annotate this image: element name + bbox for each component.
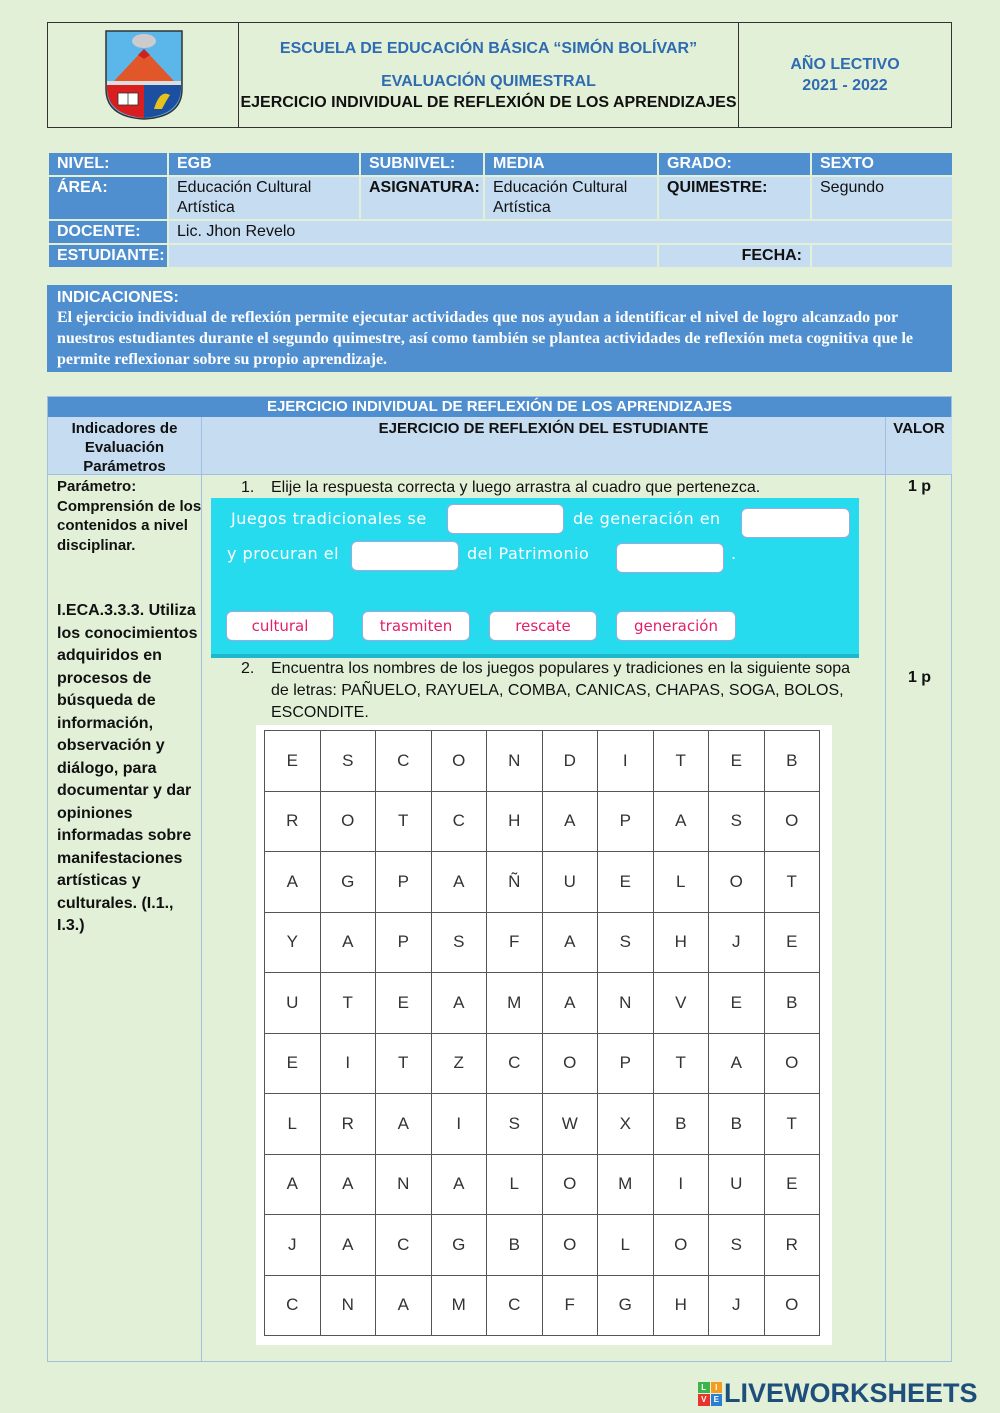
indications-title: INDICACIONES: — [57, 289, 179, 306]
word-search-cell[interactable]: N — [320, 1275, 376, 1336]
student-info-table — [47, 151, 954, 269]
word-search-cell[interactable]: A — [376, 1094, 432, 1155]
word-search-cell[interactable]: E — [709, 731, 765, 792]
word-search-cell[interactable]: U — [542, 852, 598, 913]
word-search-row — [265, 912, 820, 973]
word-search-cell[interactable]: C — [265, 1275, 321, 1336]
asignatura-value: Educación Cultural Artística — [484, 176, 658, 220]
word-search-cell[interactable]: B — [487, 1215, 543, 1276]
sentence-part-2: de generación en — [573, 509, 721, 528]
school-name: ESCUELA DE EDUCACIÓN BÁSICA “SIMÓN BOLÍVAR” — [279, 40, 698, 57]
option-chip-cultural[interactable]: cultural — [226, 611, 334, 641]
word-search-row — [265, 1094, 820, 1155]
word-search-cell[interactable]: M — [487, 973, 543, 1034]
word-search-cell[interactable]: A — [376, 1275, 432, 1336]
word-search-cell[interactable]: A — [320, 912, 376, 973]
nivel-value: EGB — [168, 152, 360, 176]
word-search-cell[interactable]: A — [653, 791, 709, 852]
word-search-cell[interactable]: N — [487, 731, 543, 792]
word-search-cell[interactable]: E — [764, 912, 820, 973]
sentence-part-4: del Patrimonio — [467, 544, 590, 563]
word-search-cell[interactable]: R — [265, 791, 321, 852]
word-search-cell[interactable]: M — [598, 1154, 654, 1215]
word-search-cell[interactable]: A — [709, 1033, 765, 1094]
word-search-cell[interactable]: S — [431, 912, 487, 973]
word-search-row — [265, 731, 820, 792]
word-search-row — [265, 1215, 820, 1276]
word-search-cell[interactable]: V — [653, 973, 709, 1034]
word-search-cell[interactable]: L — [487, 1154, 543, 1215]
quimestre-value: Segundo — [811, 176, 953, 220]
exercise-title: EJERCICIO INDIVIDUAL DE REFLEXIÓN DE LOS APRENDIZAJES — [240, 94, 737, 111]
word-search-cell[interactable]: J — [709, 912, 765, 973]
sentence-part-5: . — [731, 544, 737, 563]
asignatura-label: ASIGNATURA: — [360, 176, 484, 220]
word-search-cell[interactable]: W — [542, 1094, 598, 1155]
word-search-cell[interactable]: I — [598, 731, 654, 792]
word-search-cell[interactable]: M — [431, 1275, 487, 1336]
word-search-cell[interactable]: B — [764, 973, 820, 1034]
area-label: ÁREA: — [48, 176, 168, 220]
word-search-cell[interactable]: H — [487, 791, 543, 852]
estudiante-field[interactable] — [168, 244, 658, 268]
sentence-part-3: y procuran el — [227, 544, 340, 563]
word-search-cell[interactable]: T — [764, 852, 820, 913]
area-value: Educación Cultural Artística — [168, 176, 360, 220]
indications-box — [47, 285, 952, 372]
word-search-cell[interactable]: I — [320, 1033, 376, 1094]
word-search-cell[interactable]: F — [487, 912, 543, 973]
logo-letter: V — [698, 1394, 710, 1406]
word-search-cell[interactable]: A — [265, 852, 321, 913]
liveworksheets-logo-icon — [698, 1382, 722, 1406]
word-search-cell[interactable]: A — [265, 1154, 321, 1215]
drop-box-3[interactable] — [351, 541, 459, 571]
fecha-field[interactable] — [811, 244, 953, 268]
word-search-cell[interactable]: C — [376, 1215, 432, 1276]
word-search-cell[interactable]: A — [320, 1215, 376, 1276]
parameter-text: Parámetro: Comprensión de los contenidos a nivel disciplinar. — [57, 478, 202, 554]
word-search-cell[interactable]: Z — [431, 1033, 487, 1094]
word-search-cell[interactable]: A — [431, 852, 487, 913]
word-search-cell[interactable]: A — [542, 973, 598, 1034]
word-search-cell[interactable]: A — [431, 1154, 487, 1215]
word-search-cell[interactable]: O — [542, 1033, 598, 1094]
word-search-panel — [256, 725, 832, 1345]
indicator-text: I.ECA.3.3.3. Utiliza los conocimientos adquiridos en procesos de búsqueda de información, observación y diálogo, para documentar y dar opiniones informadas sobre manifestaciones artísticas y culturales. (I.1., I.3.) — [57, 602, 198, 934]
subnivel-value: MEDIA — [484, 152, 658, 176]
word-search-cell[interactable]: I — [653, 1154, 709, 1215]
nivel-label: NIVEL: — [48, 152, 168, 176]
word-search-cell[interactable]: H — [653, 912, 709, 973]
docente-label: DOCENTE: — [48, 220, 168, 244]
word-search-row — [265, 791, 820, 852]
word-search-cell[interactable]: X — [598, 1094, 654, 1155]
word-search-cell[interactable]: T — [376, 1033, 432, 1094]
drop-box-1[interactable] — [447, 504, 564, 534]
word-search-cell[interactable]: A — [542, 912, 598, 973]
word-search-cell[interactable]: J — [709, 1275, 765, 1336]
question-1-number: 1. — [241, 479, 255, 496]
column-divider — [885, 417, 886, 1361]
value-header: VALOR — [886, 417, 952, 475]
question-1 — [241, 477, 881, 499]
drag-drop-activity — [211, 498, 859, 658]
word-search-cell[interactable]: E — [764, 1154, 820, 1215]
word-search-cell[interactable]: O — [764, 1275, 820, 1336]
word-search-cell[interactable]: L — [653, 852, 709, 913]
word-search-cell[interactable]: P — [376, 852, 432, 913]
word-search-cell[interactable]: S — [487, 1094, 543, 1155]
document-header — [47, 22, 952, 128]
exercise-header: EJERCICIO DE REFLEXIÓN DEL ESTUDIANTE — [202, 417, 885, 475]
word-search-cell[interactable]: R — [320, 1094, 376, 1155]
word-search-cell[interactable]: D — [542, 731, 598, 792]
word-search-cell[interactable]: S — [709, 1215, 765, 1276]
word-search-cell[interactable]: B — [709, 1094, 765, 1155]
option-chip-rescate[interactable]: rescate — [489, 611, 597, 641]
word-search-cell[interactable]: A — [320, 1154, 376, 1215]
word-search-cell[interactable]: E — [598, 852, 654, 913]
word-search-cell[interactable]: N — [598, 973, 654, 1034]
indications-text: El ejercicio individual de reflexión permite ejecutar actividades que nos ayudan a identificar el nivel de logro alcanzado por nuestros estudiantes durante el segundo quimestre, así como también se plantea actividades de reflexión meta cognitiva que le permite reflexionar sobre su propio aprendizaje. — [57, 309, 913, 368]
word-search-cell[interactable]: B — [764, 731, 820, 792]
word-search-cell[interactable]: E — [265, 1033, 321, 1094]
school-year-label: AÑO LECTIVO — [790, 56, 900, 73]
estudiante-label: ESTUDIANTE: — [48, 244, 168, 268]
word-search-cell[interactable]: P — [376, 912, 432, 973]
evaluation-title: EVALUACIÓN QUIMESTRAL — [381, 73, 596, 90]
word-search-cell[interactable]: S — [320, 731, 376, 792]
word-search-cell[interactable]: B — [653, 1094, 709, 1155]
question-1-value: 1 p — [907, 478, 932, 495]
word-search-cell[interactable]: E — [709, 973, 765, 1034]
word-search-row — [265, 1275, 820, 1336]
logo-letter: E — [711, 1394, 723, 1406]
word-search-cell[interactable]: O — [320, 791, 376, 852]
logo-letter: L — [698, 1382, 710, 1394]
brand-name: LIVEWORKSHEETS — [724, 1378, 978, 1408]
word-search-cell[interactable]: O — [653, 1215, 709, 1276]
fecha-label: FECHA: — [658, 244, 811, 268]
word-search-cell[interactable]: G — [320, 852, 376, 913]
quimestre-label: QUIMESTRE: — [658, 176, 811, 220]
word-search-cell[interactable]: T — [653, 1033, 709, 1094]
liveworksheets-brand — [698, 1378, 978, 1409]
word-search-cell[interactable]: E — [265, 731, 321, 792]
school-year-cell — [739, 23, 951, 127]
word-search-cell[interactable]: L — [598, 1215, 654, 1276]
word-search-cell[interactable]: C — [376, 731, 432, 792]
subnivel-label: SUBNIVEL: — [360, 152, 484, 176]
drop-box-2[interactable] — [741, 508, 850, 538]
word-search-cell[interactable]: T — [764, 1094, 820, 1155]
word-search-cell[interactable]: O — [542, 1154, 598, 1215]
word-search-cell[interactable]: C — [487, 1275, 543, 1336]
exercise-table-title: EJERCICIO INDIVIDUAL DE REFLEXIÓN DE LOS APRENDIZAJES — [48, 397, 951, 417]
word-search-cell[interactable]: A — [542, 791, 598, 852]
question-2 — [241, 658, 881, 724]
word-search-cell[interactable]: C — [487, 1033, 543, 1094]
word-search-cell[interactable]: S — [598, 912, 654, 973]
word-search-cell[interactable]: H — [653, 1275, 709, 1336]
question-2-text: Encuentra los nombres de los juegos populares y tradiciones en la siguiente sopa de letras: PAÑUELO, RAYUELA, COMBA, CANICAS, CHAPAS, SOGA, BOLOS, ESCONDITE. — [271, 660, 851, 721]
school-crest-icon — [104, 29, 184, 121]
option-chip-generacion[interactable]: generación — [616, 611, 736, 641]
word-search-cell[interactable]: S — [709, 791, 765, 852]
word-search-cell[interactable]: P — [598, 791, 654, 852]
word-search-cell[interactable]: Y — [265, 912, 321, 973]
drop-box-4[interactable] — [616, 543, 724, 573]
word-search-cell[interactable]: G — [598, 1275, 654, 1336]
word-search-cell[interactable]: L — [265, 1094, 321, 1155]
word-search-cell[interactable]: T — [376, 791, 432, 852]
logo-cell — [48, 23, 239, 127]
word-search-cell[interactable]: J — [265, 1215, 321, 1276]
word-search-grid — [264, 730, 820, 1336]
indicators-header: Indicadores de Evaluación Parámetros — [48, 417, 201, 475]
grado-value: SEXTO — [811, 152, 953, 176]
word-search-cell[interactable]: O — [709, 852, 765, 913]
question-2-number: 2. — [241, 660, 255, 677]
word-search-cell[interactable]: O — [764, 1033, 820, 1094]
word-search-cell[interactable]: O — [542, 1215, 598, 1276]
word-search-cell[interactable]: G — [431, 1215, 487, 1276]
word-search-row — [265, 1154, 820, 1215]
word-search-cell[interactable]: C — [431, 791, 487, 852]
title-cell — [239, 23, 739, 127]
word-search-row — [265, 973, 820, 1034]
question-2-value: 1 p — [907, 669, 932, 686]
option-chip-trasmiten[interactable]: trasmiten — [362, 611, 470, 641]
logo-letter: I — [711, 1382, 723, 1394]
word-search-cell[interactable]: R — [764, 1215, 820, 1276]
word-search-cell[interactable]: T — [653, 731, 709, 792]
docente-value: Lic. Jhon Revelo — [168, 220, 953, 244]
word-search-cell[interactable]: T — [320, 973, 376, 1034]
exercise-table — [47, 396, 952, 1362]
word-search-cell[interactable]: I — [431, 1094, 487, 1155]
word-search-cell[interactable]: O — [764, 791, 820, 852]
word-search-cell[interactable]: F — [542, 1275, 598, 1336]
word-search-cell[interactable]: O — [431, 731, 487, 792]
word-search-cell[interactable]: U — [709, 1154, 765, 1215]
word-search-cell[interactable]: U — [265, 973, 321, 1034]
word-search-row — [265, 1033, 820, 1094]
word-search-cell[interactable]: P — [598, 1033, 654, 1094]
school-year-value: 2021 - 2022 — [802, 77, 888, 94]
word-search-cell[interactable]: A — [431, 973, 487, 1034]
word-search-cell[interactable]: Ñ — [487, 852, 543, 913]
question-1-text: Elije la respuesta correcta y luego arrastra al cuadro que pertenezca. — [271, 479, 761, 496]
word-search-cell[interactable]: N — [376, 1154, 432, 1215]
sentence-part-1: Juegos tradicionales se — [231, 509, 427, 528]
grado-label: GRADO: — [658, 152, 811, 176]
word-search-row — [265, 852, 820, 913]
word-search-cell[interactable]: E — [376, 973, 432, 1034]
